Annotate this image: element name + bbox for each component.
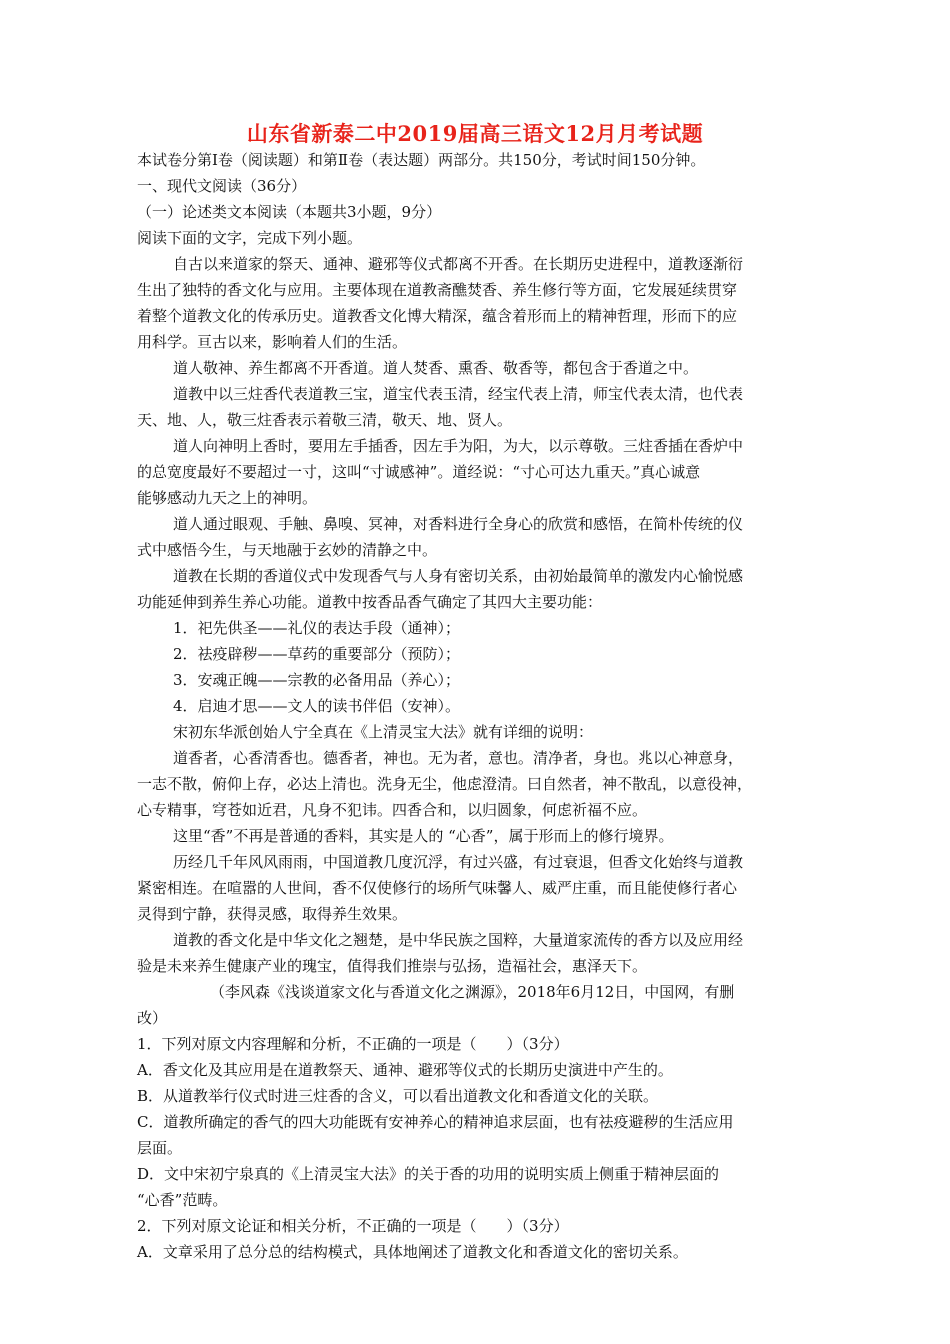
passage-line: 验是未来养生健康产业的瑰宝，值得我们推崇与弘扬，造福社会，惠泽天下。 (137, 957, 648, 975)
subsection-heading: （一）论述类文本阅读（本题共3小题，9分） (137, 203, 442, 221)
passage-line: 道教中以三炷香代表道教三宝，道宝代表玉清，经宝代表上清，师宝代表太清，也代表 (173, 385, 744, 403)
passage-line: 道人通过眼观、手触、鼻嗅、冥神，对香料进行全身心的欣赏和感悟，在简朴传统的仪 (173, 515, 744, 533)
function-item: 1．祀先供圣——礼仪的表达手段（通神）； (173, 619, 461, 637)
passage-line: 心专精事，穹苍如近君，凡身不犯讳。四香合和，以归圆象，何虑祈福不应。 (137, 801, 648, 819)
function-item: 3．安魂正魄——宗教的必备用品（养心）； (173, 671, 461, 689)
question-2: 2．下列对原文论证和相关分析，不正确的一项是（ ）（3分） (137, 1217, 569, 1235)
exam-intro: 本试卷分第Ⅰ卷（阅读题）和第Ⅱ卷（表达题）两部分。共150分，考试时间150分钟。 (137, 151, 706, 169)
passage-line: 功能延伸到养生养心功能。道教中按香品香气确定了其四大主要功能： (137, 593, 603, 611)
passage-line: 这里“香”不再是普通的香料，其实是人的 “心香”，属于形而上的修行境界。 (173, 827, 674, 845)
passage-line: 宋初东华派创始人宁全真在《上清灵宝大法》就有详细的说明： (173, 723, 594, 741)
function-item: 2．祛疫辟秽——草药的重要部分（预防）； (173, 645, 461, 663)
option-c: 层面。 (137, 1139, 183, 1157)
passage-line: 式中感悟今生，与天地融于玄妙的清静之中。 (137, 541, 438, 559)
reading-instruction: 阅读下面的文字，完成下列小题。 (137, 229, 363, 247)
passage-line: 着整个道教文化的传承历史。道教香文化博大精深，蕴含着形而上的精神哲理，形而下的应 (137, 307, 738, 325)
passage-line: 道人向神明上香时，要用左手插香，因左手为阳，为大，以示尊敬。三炷香插在香炉中 (173, 437, 744, 455)
document-title: 山东省新泰二中2019届高三语文12月月考试题 (246, 121, 704, 146)
passage-line: 的总宽度最好不要超过一寸，这叫“寸诚感神”。道经说：“寸心可达九重天。”真心诚意 (137, 463, 701, 481)
function-item: 4．启迪才思——文人的读书伴侣（安神）。 (173, 697, 461, 715)
option-d: D．文中宋初宁泉真的《上清灵宝大法》的关于香的功用的说明实质上侧重于精神层面的 (137, 1165, 720, 1183)
passage-line: 一志不散，俯仰上存，必达上清也。洗身无尘，他虑澄清。曰自然者，神不散乱，以意役神， (137, 775, 753, 793)
passage-line: 道人敬神、养生都离不开香道。道人焚香、熏香、敬香等，都包含于香道之中。 (173, 359, 699, 377)
passage-line: 灵得到宁静，获得灵感，取得养生效果。 (137, 905, 408, 923)
question-1: 1．下列对原文内容理解和分析，不正确的一项是（ ）（3分） (137, 1035, 569, 1053)
passage-line: 生出了独特的香文化与应用。主要体现在道教斋醮焚香、养生修行等方面，它发展延续贯穿 (137, 281, 738, 299)
option-d: “心香”范畴。 (137, 1191, 228, 1209)
option-a: A．文章采用了总分总的结构模式，具体地阐述了道教文化和香道文化的密切关系。 (137, 1243, 688, 1261)
option-a: A．香文化及其应用是在道教祭天、通神、避邪等仪式的长期历史演进中产生的。 (137, 1061, 673, 1079)
passage-line: 天、地、人，敬三炷香表示着敬三清，敬天、地、贤人。 (137, 411, 513, 429)
passage-line: 道教的香文化是中华文化之翘楚，是中华民族之国粹，大量道家流传的香方以及应用经 (173, 931, 744, 949)
passage-line: 道香者，心香清香也。德香者，神也。无为者，意也。清净者，身也。兆以心神意身， (173, 749, 744, 767)
passage-line: 能够感动九天之上的神明。 (137, 489, 318, 507)
passage-line: 自古以来道家的祭天、通神、避邪等仪式都离不开香。在长期历史进程中，道教逐渐衍 (173, 255, 744, 273)
option-c: C．道教所确定的香气的四大功能既有安神养心的精神追求层面，也有祛疫避秽的生活应用 (137, 1113, 734, 1131)
section-heading: 一、现代文阅读（36分） (137, 177, 307, 195)
source-citation: 改） (137, 1009, 168, 1027)
passage-line: 用科学。亘古以来，影响着人们的生活。 (137, 333, 408, 351)
option-b: B．从道教举行仪式时进三炷香的含义，可以看出道教文化和香道文化的关联。 (137, 1087, 659, 1105)
passage-line: 历经几千年风风雨雨，中国道教几度沉浮，有过兴盛，有过衰退，但香文化始终与道教 (173, 853, 744, 871)
passage-line: 道教在长期的香道仪式中发现香气与人身有密切关系，由初始最简单的激发内心愉悦感 (173, 567, 744, 585)
passage-line: 紧密相连。在喧嚣的人世间，香不仅使修行的场所气味馨人、威严庄重，而且能使修行者心 (137, 879, 738, 897)
source-citation: （李风森《浅谈道家文化与香道文化之渊源》，2018年6月12日，中国网，有删 (210, 983, 735, 1001)
